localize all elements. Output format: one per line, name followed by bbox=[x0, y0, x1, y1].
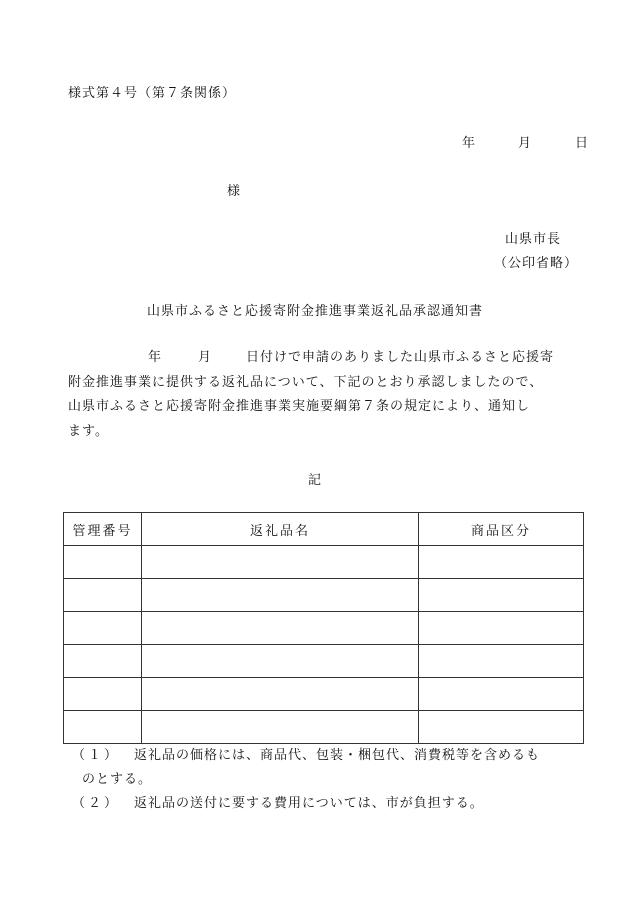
body-line-4: ます。 bbox=[68, 423, 109, 439]
table-row bbox=[64, 678, 584, 711]
body-line-3: 山県市ふるさと応援寄附金推進事業実施要綱第７条の規定により、通知し bbox=[68, 399, 531, 414]
table-cell bbox=[64, 612, 142, 645]
note-continuation: のとする。 bbox=[82, 772, 153, 787]
document-title: 山県市ふるさと応援寄附金推進事業返礼品承認通知書 bbox=[146, 304, 483, 319]
body-line-1 bbox=[68, 346, 588, 371]
table-cell bbox=[419, 612, 584, 645]
table-cell bbox=[142, 711, 419, 744]
table-cell bbox=[64, 546, 142, 579]
ki-heading: 記 bbox=[307, 473, 322, 488]
table-cell bbox=[419, 711, 584, 744]
seal-note: （公印省略） bbox=[494, 256, 579, 271]
notes-list bbox=[72, 744, 592, 816]
table-cell bbox=[142, 678, 419, 711]
note-item bbox=[72, 792, 592, 816]
issuer-name: 山県市長 bbox=[505, 232, 562, 247]
header-gift-name: 返礼品名 bbox=[142, 513, 419, 546]
table-cell bbox=[419, 645, 584, 678]
note-marker: （１） bbox=[72, 748, 121, 763]
note-text: 返礼品の価格には、商品代、包装・梱包代、消費税等を含めるも bbox=[134, 748, 541, 763]
body-line-2: 附金推進事業に提供する返礼品について、下記のとおり承認しましたので、 bbox=[68, 374, 544, 390]
table-cell bbox=[419, 546, 584, 579]
table-header-row bbox=[64, 513, 584, 546]
table-cell bbox=[64, 645, 142, 678]
table-cell bbox=[419, 678, 584, 711]
date-month: 月 bbox=[518, 136, 533, 151]
note-item bbox=[72, 744, 592, 792]
table-cell bbox=[142, 546, 419, 579]
body-paragraph bbox=[68, 346, 588, 444]
table-cell bbox=[64, 579, 142, 612]
date-year: 年 bbox=[462, 136, 477, 151]
date-day: 日 bbox=[575, 136, 590, 151]
header-management-number: 管理番号 bbox=[64, 513, 142, 546]
table-row bbox=[64, 612, 584, 645]
form-number: 様式第４号（第７条関係） bbox=[68, 86, 237, 101]
table-cell bbox=[64, 711, 142, 744]
table-row bbox=[64, 645, 584, 678]
body-line-1-rest: 日付けで申請のありました山県市ふるさと応援寄 bbox=[246, 350, 555, 365]
header-product-category: 商品区分 bbox=[419, 513, 584, 546]
body-month: 月 bbox=[198, 350, 213, 365]
table-cell bbox=[142, 579, 419, 612]
addressee-suffix: 様 bbox=[227, 184, 242, 199]
body-year: 年 bbox=[148, 350, 163, 365]
table-row bbox=[64, 579, 584, 612]
table-cell bbox=[64, 678, 142, 711]
note-text: 返礼品の送付に要する費用については、市が負担する。 bbox=[134, 796, 484, 811]
items-table bbox=[63, 512, 584, 744]
table-cell bbox=[142, 645, 419, 678]
table-row bbox=[64, 711, 584, 744]
table-cell bbox=[142, 612, 419, 645]
table-cell bbox=[419, 579, 584, 612]
table-row bbox=[64, 546, 584, 579]
note-marker: （２） bbox=[72, 796, 121, 811]
